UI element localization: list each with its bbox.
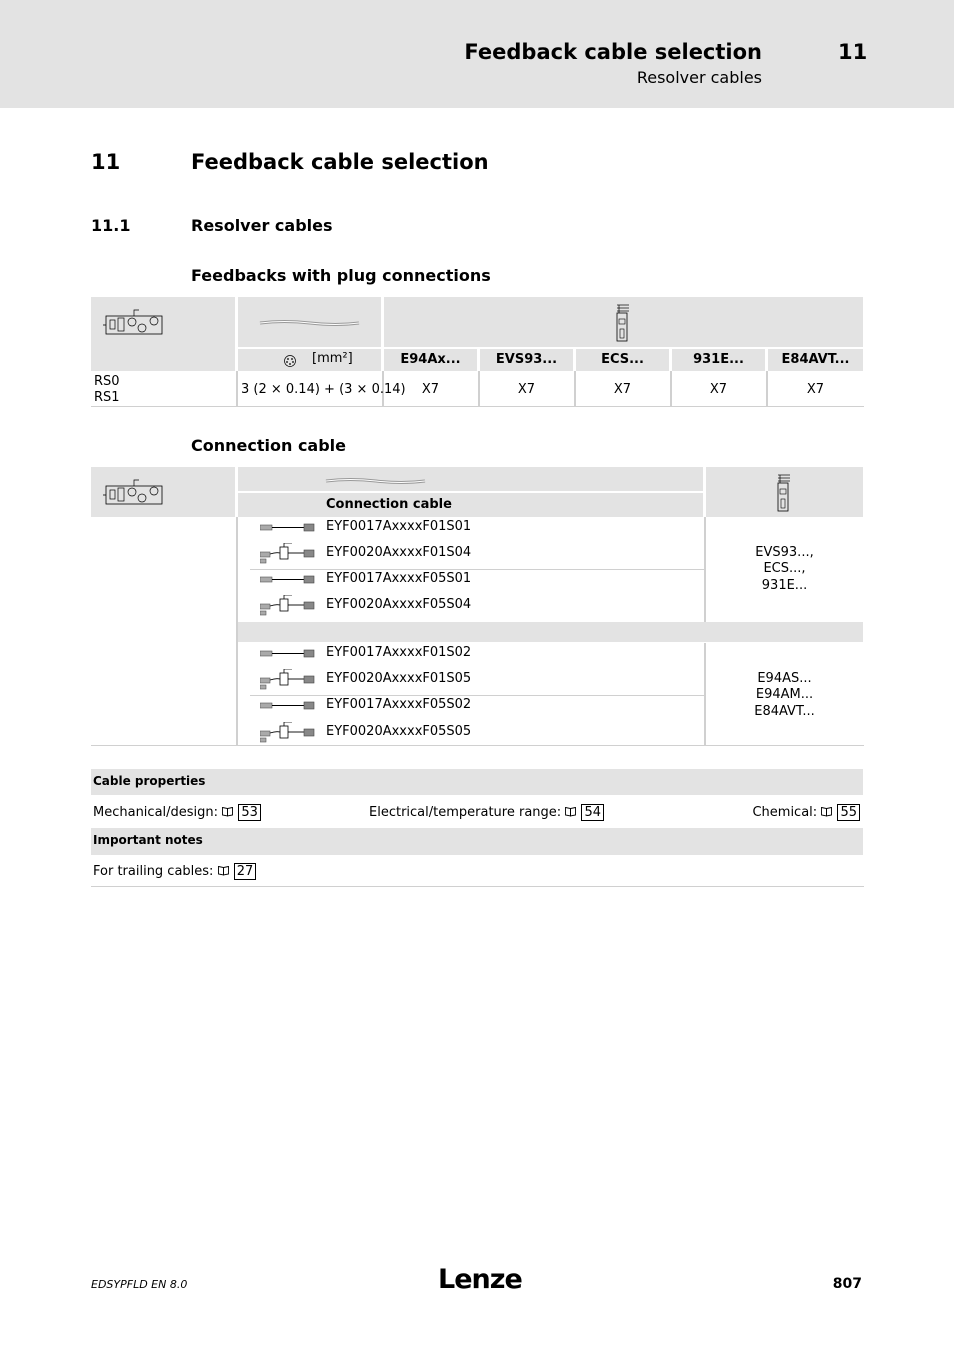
cable-eyf0017-f01s02: EYF0017AxxxxF01S02 [326, 645, 472, 660]
table2-heading: Connection cable [191, 436, 347, 455]
connector-pins-icon [283, 354, 299, 368]
table1-col-evs93: EVS93... [495, 352, 558, 367]
feedback-rs0: RS0 [94, 374, 120, 389]
straight-plug-cable-icon [260, 700, 318, 712]
cross-section-value: 3 (2 × 0.14) + (3 × 0.14) [241, 382, 406, 397]
device-evs93: EVS93..., [755, 545, 814, 560]
cable-eyf0020-f05s04: EYF0020AxxxxF05S04 [326, 597, 472, 612]
mechanical-label: Mechanical/design: [93, 805, 219, 820]
motor-icon [103, 308, 163, 336]
table1-col-ecs: ECS... [601, 352, 644, 367]
header-chapter-number: 11 [838, 40, 868, 64]
cable-icon [258, 318, 362, 328]
link-page-54[interactable]: 54 [581, 804, 604, 821]
book-icon [821, 806, 833, 817]
angled-plug-cable-icon [260, 595, 318, 617]
angled-plug-cable-icon [260, 722, 318, 744]
important-notes-heading: Important notes [93, 833, 203, 847]
important-notes-header [91, 828, 863, 855]
electrical-label: Electrical/temperature range: [369, 805, 562, 820]
trailing-cables-ref [93, 864, 256, 879]
chemical-label: Chemical: [752, 805, 818, 820]
device-931e: 931E... [761, 578, 808, 593]
subsection-title: Resolver cables [191, 216, 333, 235]
table1-unit-header [238, 349, 381, 371]
device-ecs: ECS..., [763, 561, 806, 576]
book-icon [222, 806, 234, 817]
drive-icon [777, 474, 793, 514]
chemical-ref [752, 805, 860, 820]
table1-col-931e: 931E... [693, 352, 744, 367]
group-separator [238, 622, 863, 642]
table1-col-e94ax: E94Ax... [400, 352, 461, 367]
value-e94ax: X7 [421, 382, 440, 397]
value-ecs: X7 [613, 382, 632, 397]
cable-eyf0020-f01s05: EYF0020AxxxxF01S05 [326, 671, 472, 686]
cable-icon [324, 476, 428, 486]
motor-icon [103, 478, 163, 506]
value-evs93: X7 [517, 382, 536, 397]
device-e94as: E94AS... [757, 671, 812, 686]
section-title: Feedback cable selection [191, 150, 489, 174]
connection-cable-col-label: Connection cable [326, 497, 452, 512]
cable-eyf0017-f01s01: EYF0017AxxxxF01S01 [326, 519, 472, 534]
angled-plug-cable-icon [260, 669, 318, 691]
section-number: 11 [91, 150, 121, 174]
trailing-label: For trailing cables: [93, 864, 214, 879]
page-number: 807 [832, 1276, 862, 1292]
cable-eyf0017-f05s01: EYF0017AxxxxF05S01 [326, 571, 472, 586]
book-icon [565, 806, 577, 817]
cable-eyf0020-f01s04: EYF0020AxxxxF01S04 [326, 545, 472, 560]
straight-plug-cable-icon [260, 648, 318, 660]
link-page-55[interactable]: 55 [837, 804, 860, 821]
mechanical-design-ref [93, 805, 261, 820]
link-page-53[interactable]: 53 [238, 804, 261, 821]
device-e94am: E94AM... [755, 687, 814, 702]
table1-heading: Feedbacks with plug connections [191, 266, 491, 285]
header-title: Feedback cable selection [464, 40, 762, 64]
table2-cable-header [238, 467, 703, 491]
device-e84avt: E84AVT... [754, 704, 815, 719]
straight-plug-cable-icon [260, 522, 318, 534]
lenze-logo: Lenze [438, 1264, 522, 1295]
footer-doc-id: EDSYPFLD EN 8.0 [91, 1278, 188, 1291]
table1-unit-label: [mm²] [312, 351, 353, 366]
value-931e: X7 [709, 382, 728, 397]
subsection-number: 11.1 [91, 216, 131, 235]
cable-properties-header [91, 769, 863, 795]
cable-eyf0020-f05s05: EYF0020AxxxxF05S05 [326, 724, 472, 739]
feedback-rs1: RS1 [94, 390, 120, 405]
straight-plug-cable-icon [260, 574, 318, 586]
book-icon [218, 865, 230, 876]
angled-plug-cable-icon [260, 543, 318, 565]
value-e84avt: X7 [806, 382, 825, 397]
header-subtitle: Resolver cables [636, 68, 762, 87]
table2-col-header [238, 493, 703, 517]
cable-eyf0017-f05s02: EYF0017AxxxxF05S02 [326, 697, 472, 712]
drive-icon [616, 304, 632, 344]
link-page-27[interactable]: 27 [234, 863, 257, 880]
cable-properties-heading: Cable properties [93, 774, 206, 788]
electrical-temperature-ref [369, 805, 604, 820]
table1-col-e84avt: E84AVT... [781, 352, 850, 367]
